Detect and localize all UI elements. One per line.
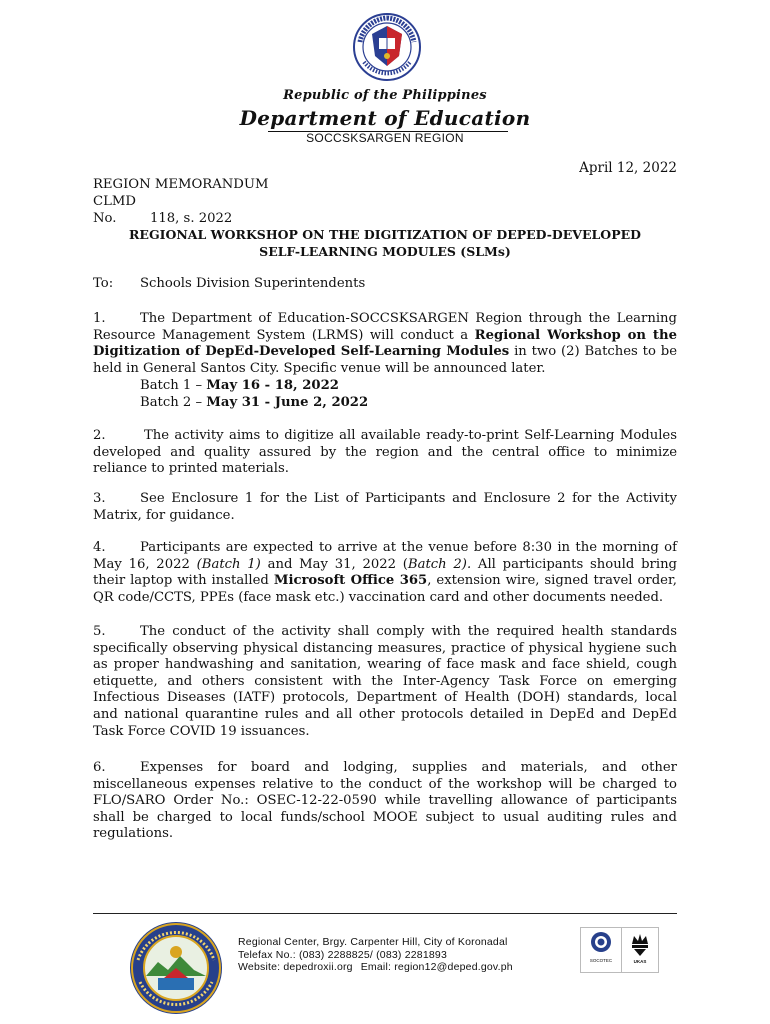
batch-2	[140, 395, 368, 412]
paragraph-4	[93, 540, 677, 606]
batch-1-ref: (Batch 1)	[196, 556, 261, 572]
paragraph-1-number: 1.	[93, 311, 106, 326]
recipient-label: To:	[93, 276, 114, 291]
paragraph-6-number: 6.	[93, 760, 106, 775]
department-heading: Department of Education	[239, 106, 531, 130]
memo-date: April 12, 2022	[579, 160, 677, 176]
software-requirement: Microsoft Office 365	[273, 573, 428, 589]
recipient-line	[93, 276, 365, 291]
republic-heading: Republic of the Philippines	[283, 88, 487, 103]
paragraph-5-number: 5.	[93, 624, 106, 639]
deped-seal-icon	[352, 12, 422, 82]
paragraph-1	[93, 311, 677, 377]
paragraph-2-number: 2.	[93, 428, 106, 443]
batch-1-label: Batch 1 –	[140, 378, 207, 393]
memo-number: 118, s. 2022	[150, 211, 233, 226]
paragraph-6	[93, 760, 677, 843]
paragraph-4-text-a: Participants are expected to arrive at the venue before 8:30 in the morning of May 16, 2022	[93, 540, 677, 572]
socotec-certification-badge	[580, 927, 622, 973]
memo-title-line1: REGIONAL WORKSHOP ON THE DIGITIZATION OF DEPED-DEVELOPED	[129, 227, 641, 242]
paragraph-6-text: Expenses for board and lodging, supplies and materials, and other miscellaneous expenses relative to the conduct of the workshop will be charged to FLO/SARO Order No.: OSEC-12-22-0590 while travelling allowance of participants shall be charged to local funds/school MOOE subject to usual auditing rules and regulations.	[93, 760, 677, 842]
paragraph-3	[93, 491, 677, 524]
batch-2-label: Batch 2 –	[140, 395, 207, 410]
ukas-label: UKAS	[633, 959, 647, 964]
memo-title-line2: SELF-LEARNING MODULES (SLMs)	[259, 244, 511, 259]
paragraph-3-number: 3.	[93, 491, 106, 506]
paragraph-1-text-a: The Department of Education-SOCCSKSARGEN Region through the Learning Resource Management System (LRMS) will conduct a	[93, 311, 677, 343]
paragraph-3-text: See Enclosure 1 for the List of Participants and Enclosure 2 for the Activity Matrix, for guidance.	[93, 491, 677, 523]
footer-email[interactable]: Email: region12@deped.gov.ph	[360, 961, 513, 974]
paragraph-4-text-b: and May 31, 2022 (	[260, 556, 408, 572]
ukas-crown-icon	[622, 928, 658, 960]
recipient: Schools Division Superintendents	[140, 276, 366, 291]
footer-address: Regional Center, Brgy. Carpenter Hill, City of Koronadal	[238, 936, 508, 948]
footer-contact	[238, 936, 513, 974]
footer-web-email	[238, 961, 513, 974]
batch-1	[140, 378, 339, 395]
batch-2-ref: Batch 2).	[407, 556, 472, 572]
region-heading: SOCCSKSARGEN REGION	[306, 131, 464, 145]
footer-website[interactable]: Website: depedroxii.org	[238, 961, 353, 974]
socotec-label: SOCOTEC	[589, 958, 613, 963]
paragraph-2-text: The activity aims to digitize all available ready-to-print Self-Learning Modules developed and quality assured by the region and the central office to minimize reliance to printed materials.	[93, 428, 677, 477]
paragraph-1-text-b: in two (2) Batches to be held in General Santos City. Specific venue will be announced later.	[93, 344, 677, 376]
paragraph-4-text-c: All participants should bring their laptop with installed	[93, 556, 678, 589]
memo-type: REGION MEMORANDUM	[93, 177, 269, 192]
memo-info	[93, 176, 268, 227]
paragraph-5-text: The conduct of the activity shall comply with the required health standards specifically observing physical distancing measures, practice of physical hygiene such as proper handwashing and sanitation, wearing of face mask and face shield, cough etiquette, and others consistent with the Inter-Agency Task Force on emerging Infectious Diseases (IATF) protocols, Department of Health (DOH) standards, local and national quarantine rules and all other protocols detailed in DepEd and DepEd Task Force COVID 19 issuances.	[93, 624, 677, 739]
memo-number-line	[93, 193, 268, 227]
batch-1-dates: May 16 - 18, 2022	[206, 378, 339, 393]
footer-divider	[93, 913, 677, 914]
memo-number-label: CLMD No.	[93, 194, 136, 226]
socotec-logo-icon	[581, 928, 621, 962]
paragraph-5	[93, 624, 677, 740]
paragraph-2	[93, 428, 677, 478]
paragraph-4-number: 4.	[93, 540, 106, 555]
paragraph-4-text-d: , extension wire, signed travel order, QR code/CCTS, PPEs (face mask etc.) vaccination card and other documents needed.	[93, 573, 677, 605]
batch-2-dates: May 31 - June 2, 2022	[206, 395, 369, 410]
workshop-name: Regional Workshop on the Digitization of DepEd-Developed Self-Learning Modules	[93, 327, 677, 360]
ukas-certification-badge	[621, 927, 659, 973]
regional-office-logo-icon	[128, 920, 224, 1016]
memo-title	[93, 226, 677, 260]
footer-telefax: Telefax No.: (083) 2288825/ (083) 2281893	[238, 948, 448, 961]
